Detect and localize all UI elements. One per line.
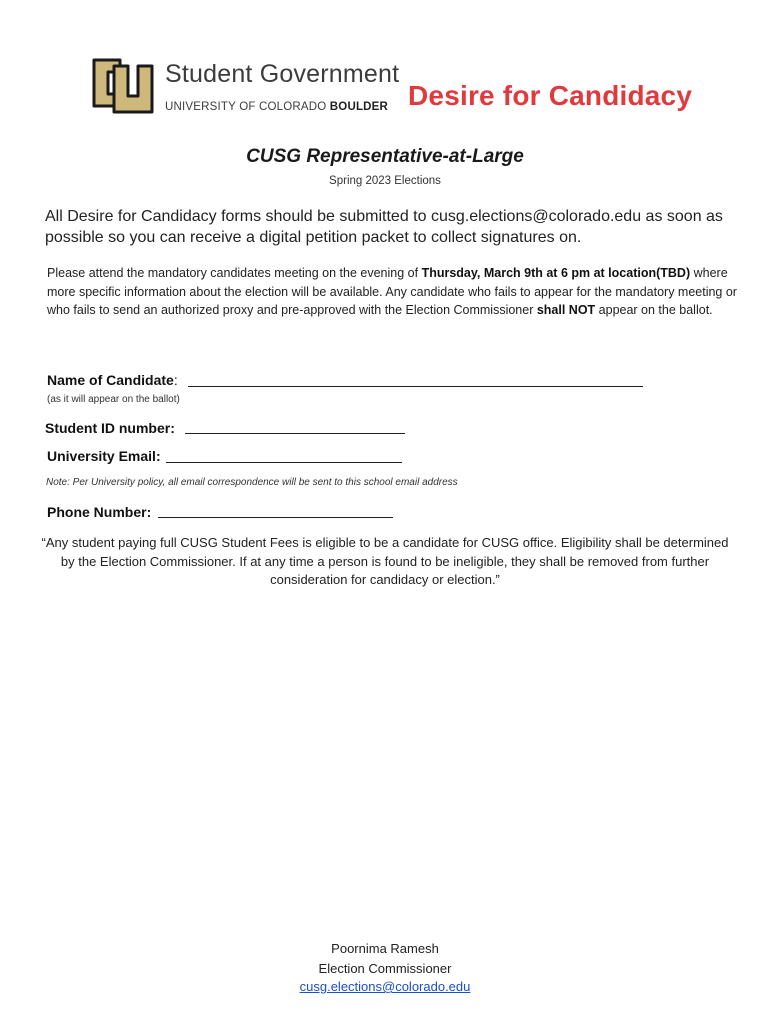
cu-logo-icon <box>90 52 154 118</box>
candidate-name-label: Name of Candidate <box>47 372 174 388</box>
meeting-paragraph <box>47 264 737 320</box>
email-label: University Email: <box>47 448 161 464</box>
email-note: Note: Per University policy, all email correspondence will be sent to this school email address <box>46 477 458 488</box>
meeting-text-2: where more specific information about the election will be available. Any candidate who fails to appear for the mandatory meeting or who fails to send an authorized proxy and pre-approved with the Election Commissioner <box>47 266 737 317</box>
candidate-name-field[interactable] <box>47 372 178 390</box>
org-name: Student Government <box>165 60 400 88</box>
student-id-label: Student ID number: <box>45 420 175 436</box>
form-type-heading: Desire for Candidacy <box>408 80 693 111</box>
footer-email-link[interactable]: cusg.elections@colorado.edu <box>299 979 471 994</box>
university-campus: BOULDER <box>329 101 389 113</box>
phone-line[interactable] <box>158 517 393 518</box>
student-id-line[interactable] <box>185 433 405 434</box>
candidate-name-colon: : <box>173 372 178 388</box>
footer-role: Election Commissioner <box>318 961 452 976</box>
page-title: CUSG Representative-at-Large <box>246 146 524 167</box>
intro-paragraph: All Desire for Candidacy forms should be submitted to cusg.elections@colorado.edu as soon as possible so you can receive a digital petition packet to collect signatures on. <box>45 208 723 246</box>
phone-label: Phone Number: <box>47 504 152 520</box>
footer-name: Poornima Ramesh <box>331 941 439 956</box>
university-name <box>165 101 388 113</box>
email-line[interactable] <box>166 462 402 463</box>
meeting-text-3: appear on the ballot. <box>595 303 713 317</box>
university-prefix: UNIVERSITY OF COLORADO <box>165 101 327 113</box>
footer-email-wrap <box>0 979 770 994</box>
candidate-name-hint: (as it will appear on the ballot) <box>47 394 180 405</box>
eligibility-quote: “Any student paying full CUSG Student Fees is eligible to be a candidate for CUSG office. Eligibility shall be determined by the Election Commissioner. If at any time a person is found to be ineligible, they shall be removed from further consideration for candidacy or election.” <box>41 535 729 587</box>
meeting-shall-not: shall NOT <box>536 303 596 317</box>
page-subtitle: Spring 2023 Elections <box>329 175 441 187</box>
candidate-name-line[interactable] <box>188 386 643 387</box>
meeting-text-1: Please attend the mandatory candidates meeting on the evening of <box>47 266 422 280</box>
meeting-date-location: Thursday, March 9th at 6 pm at location(TBD) <box>421 266 691 280</box>
